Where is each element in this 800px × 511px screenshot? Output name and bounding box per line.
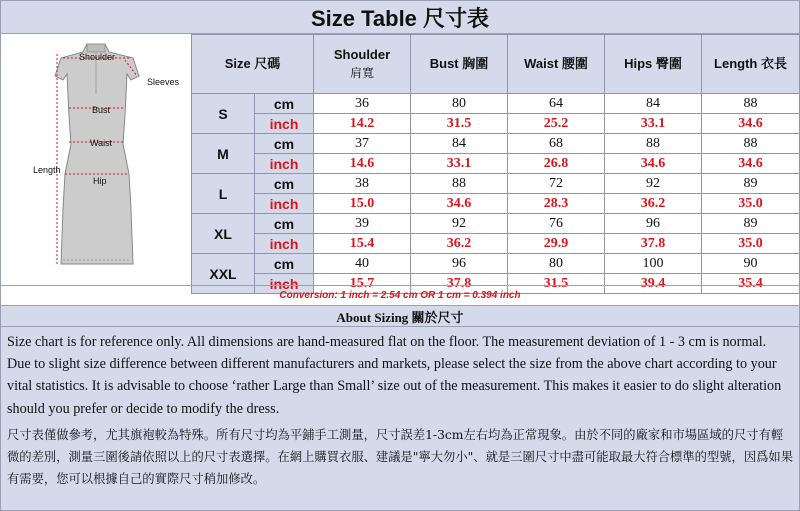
- about-english-text: Size chart is for reference only. All dimensions are hand-measured flat on the floor. The measurement deviation of 1 - 3 cm is normal. Due to slight size difference between different manufacturers and markets, please select the size from the above chart according to your vital statistics. It is advisable to choose ‘rather Large than Small’ size out of the measurement. This makes it easier to do slight alteration should you prefer or decide to modify the dress.: [7, 334, 782, 417]
- cell-value: 88: [702, 94, 800, 114]
- cell-value: 31.5: [411, 114, 508, 134]
- dress-illustration: [1, 34, 191, 284]
- length-label: Length: [33, 165, 61, 175]
- size-label: XXL: [192, 254, 255, 294]
- cell-value: 34.6: [702, 114, 800, 134]
- cell-value: 14.2: [314, 114, 411, 134]
- cell-value: 35.0: [702, 194, 800, 214]
- cell-value: 33.1: [411, 154, 508, 174]
- cell-value: 40: [314, 254, 411, 274]
- cell-value: 38: [314, 174, 411, 194]
- waist-label: Waist: [90, 138, 113, 148]
- unit-inch: inch: [255, 274, 314, 294]
- table-row: [192, 214, 800, 234]
- cell-value: 96: [605, 214, 702, 234]
- table-row: [192, 94, 800, 114]
- cell-value: 15.0: [314, 194, 411, 214]
- cell-value: 72: [508, 174, 605, 194]
- header-waist: Waist 腰圍: [508, 35, 605, 94]
- cell-value: 35.4: [702, 274, 800, 294]
- cell-value: 84: [411, 134, 508, 154]
- cell-value: 37: [314, 134, 411, 154]
- cell-value: 88: [411, 174, 508, 194]
- conversion-note: Conversion: 1 inch = 2.54 cm OR 1 cm = 0.394 inch: [1, 285, 799, 306]
- cell-value: 35.0: [702, 234, 800, 254]
- page-title: Size Table 尺寸表: [1, 1, 799, 34]
- cell-value: 36.2: [411, 234, 508, 254]
- unit-cm: cm: [255, 174, 314, 194]
- about-sizing-heading: About Sizing 關於尺寸: [1, 306, 799, 327]
- cell-value: 39: [314, 214, 411, 234]
- header-hips: Hips 臀圍: [605, 35, 702, 94]
- size-table: [191, 34, 800, 294]
- cell-value: 26.8: [508, 154, 605, 174]
- cell-value: 36.2: [605, 194, 702, 214]
- cell-value: 29.9: [508, 234, 605, 254]
- table-row: [192, 234, 800, 254]
- header-size: Size 尺碼: [192, 35, 314, 94]
- cell-value: 84: [605, 94, 702, 114]
- bust-label: Bust: [92, 105, 111, 115]
- hip-label: Hip: [93, 176, 107, 186]
- cell-value: 89: [702, 214, 800, 234]
- unit-cm: cm: [255, 134, 314, 154]
- cell-value: 34.6: [702, 154, 800, 174]
- cell-value: 14.6: [314, 154, 411, 174]
- sleeves-label: Sleeves: [147, 77, 180, 87]
- header-bust: Bust 胸圍: [411, 35, 508, 94]
- cell-value: 15.4: [314, 234, 411, 254]
- cell-value: 33.1: [605, 114, 702, 134]
- table-row: [192, 154, 800, 174]
- unit-cm: cm: [255, 94, 314, 114]
- table-row: [192, 254, 800, 274]
- cell-value: 92: [411, 214, 508, 234]
- unit-inch: inch: [255, 234, 314, 254]
- unit-inch: inch: [255, 114, 314, 134]
- cell-value: 39.4: [605, 274, 702, 294]
- cell-value: 37.8: [605, 234, 702, 254]
- cell-value: 76: [508, 214, 605, 234]
- cell-value: 96: [411, 254, 508, 274]
- cell-value: 31.5: [508, 274, 605, 294]
- header-shoulder: Shoulder 肩寬: [314, 35, 411, 94]
- size-label: M: [192, 134, 255, 174]
- cell-value: 88: [605, 134, 702, 154]
- header-length: Length 衣長: [702, 35, 800, 94]
- shoulder-label: Shoulder: [79, 52, 116, 62]
- unit-inch: inch: [255, 194, 314, 214]
- about-sizing-body: [1, 327, 799, 510]
- table-row: [192, 114, 800, 134]
- table-row: [192, 174, 800, 194]
- table-row: [192, 194, 800, 214]
- unit-cm: cm: [255, 254, 314, 274]
- cell-value: 34.6: [411, 194, 508, 214]
- cell-value: 37.8: [411, 274, 508, 294]
- cell-value: 34.6: [605, 154, 702, 174]
- unit-inch: inch: [255, 154, 314, 174]
- cell-value: 15.7: [314, 274, 411, 294]
- cell-value: 80: [411, 94, 508, 114]
- cell-value: 68: [508, 134, 605, 154]
- cell-value: 28.3: [508, 194, 605, 214]
- table-header-row: [192, 35, 800, 94]
- unit-cm: cm: [255, 214, 314, 234]
- cell-value: 80: [508, 254, 605, 274]
- cell-value: 90: [702, 254, 800, 274]
- cell-value: 36: [314, 94, 411, 114]
- size-label: XL: [192, 214, 255, 254]
- table-row: [192, 134, 800, 154]
- cell-value: 88: [702, 134, 800, 154]
- cell-value: 25.2: [508, 114, 605, 134]
- cell-value: 89: [702, 174, 800, 194]
- cell-value: 64: [508, 94, 605, 114]
- size-label: S: [192, 94, 255, 134]
- about-chinese-text: 尺寸表僅做參考，尤其旗袍較為特殊。所有尺寸均為平鋪手工測量，尺寸誤差1-3cm左右均為正常現象。由於不同的廠家和市場區域的尺寸有輕微的差別，測量三圍後請依照以上的尺寸表選擇。在網上購買衣服、建議是"寧大勿小"、就是三圍尺寸中盡可能取最大符合標準的型號，因爲如果有需要，您可以根據自己的實際尺寸稍加修改。: [7, 428, 794, 486]
- dress-illustration-panel: [1, 34, 192, 284]
- cell-value: 92: [605, 174, 702, 194]
- size-label: L: [192, 174, 255, 214]
- cell-value: 100: [605, 254, 702, 274]
